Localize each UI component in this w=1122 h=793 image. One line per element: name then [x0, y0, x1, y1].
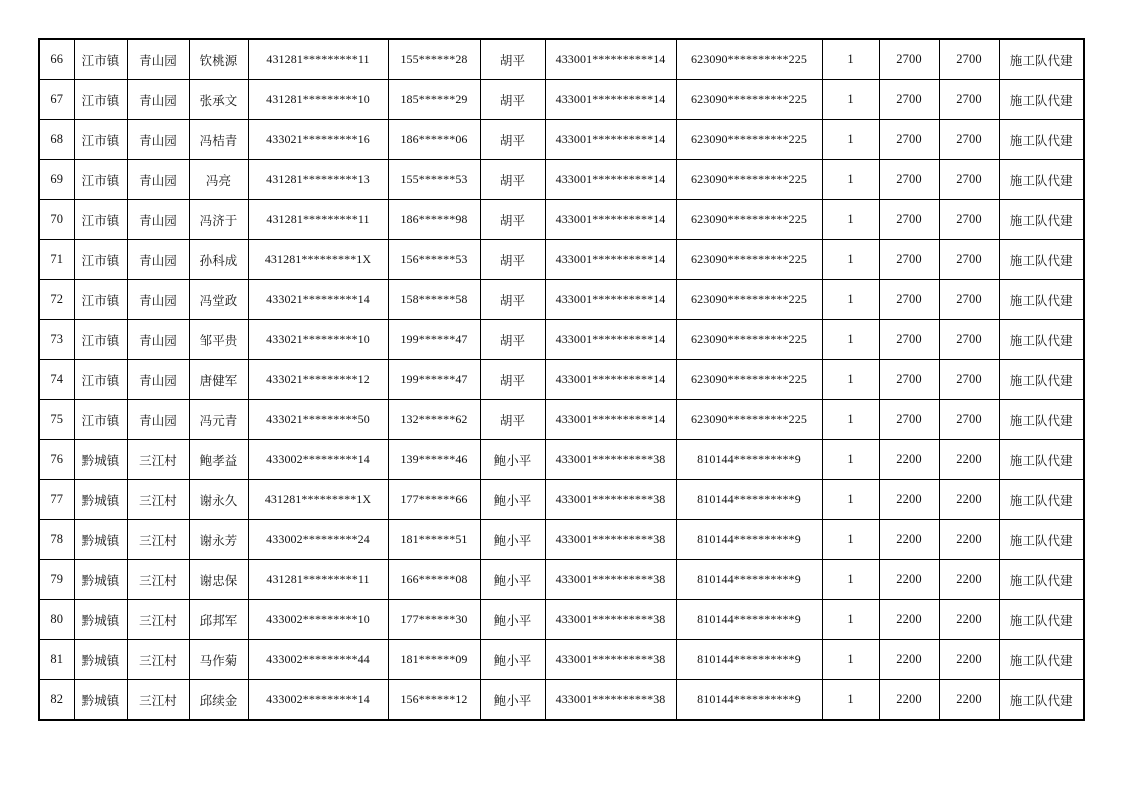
- id-number-cell: 433002*********24: [248, 520, 388, 560]
- bank-account-cell: 623090**********225: [676, 80, 822, 120]
- remark-cell: 施工队代建: [999, 280, 1084, 320]
- unit-price-cell: 2700: [879, 280, 939, 320]
- phone-cell: 177******66: [388, 480, 480, 520]
- row-number-cell: 68: [39, 120, 74, 160]
- row-number-cell: 78: [39, 520, 74, 560]
- id-number-cell: 433021*********16: [248, 120, 388, 160]
- village-cell: 青山园: [127, 160, 189, 200]
- row-number-cell: 67: [39, 80, 74, 120]
- row-number-cell: 70: [39, 200, 74, 240]
- unit-price-cell: 2200: [879, 640, 939, 680]
- bank-account-cell: 810144**********9: [676, 560, 822, 600]
- bank-account-cell: 623090**********225: [676, 400, 822, 440]
- row-number-cell: 79: [39, 560, 74, 600]
- contact-name-cell: 胡平: [480, 200, 545, 240]
- table-row: [39, 560, 1084, 600]
- table-row: [39, 320, 1084, 360]
- table-row: [39, 160, 1084, 200]
- row-number-cell: 71: [39, 240, 74, 280]
- phone-cell: 166******08: [388, 560, 480, 600]
- table-row: [39, 280, 1084, 320]
- contact-id-cell: 433001**********14: [545, 320, 676, 360]
- amount-cell: 2700: [939, 80, 999, 120]
- remark-cell: 施工队代建: [999, 80, 1084, 120]
- contact-id-cell: 433001**********38: [545, 640, 676, 680]
- name-cell: 邱邦军: [189, 600, 248, 640]
- remark-cell: 施工队代建: [999, 240, 1084, 280]
- contact-id-cell: 433001**********14: [545, 360, 676, 400]
- contact-id-cell: 433001**********38: [545, 440, 676, 480]
- quantity-cell: 1: [822, 680, 879, 721]
- contact-name-cell: 胡平: [480, 39, 545, 80]
- row-number-cell: 76: [39, 440, 74, 480]
- remark-cell: 施工队代建: [999, 39, 1084, 80]
- table-row: [39, 680, 1084, 721]
- remark-cell: 施工队代建: [999, 120, 1084, 160]
- village-cell: 三江村: [127, 680, 189, 721]
- phone-cell: 181******09: [388, 640, 480, 680]
- unit-price-cell: 2200: [879, 560, 939, 600]
- village-cell: 青山园: [127, 120, 189, 160]
- row-number-cell: 77: [39, 480, 74, 520]
- unit-price-cell: 2200: [879, 480, 939, 520]
- name-cell: 谢忠保: [189, 560, 248, 600]
- phone-cell: 139******46: [388, 440, 480, 480]
- village-cell: 三江村: [127, 520, 189, 560]
- name-cell: 马作菊: [189, 640, 248, 680]
- id-number-cell: 433021*********14: [248, 280, 388, 320]
- unit-price-cell: 2700: [879, 120, 939, 160]
- quantity-cell: 1: [822, 240, 879, 280]
- name-cell: 冯亮: [189, 160, 248, 200]
- quantity-cell: 1: [822, 440, 879, 480]
- table-row: [39, 480, 1084, 520]
- town-cell: 黔城镇: [74, 440, 127, 480]
- phone-cell: 186******06: [388, 120, 480, 160]
- remark-cell: 施工队代建: [999, 640, 1084, 680]
- amount-cell: 2200: [939, 680, 999, 721]
- village-cell: 青山园: [127, 280, 189, 320]
- bank-account-cell: 810144**********9: [676, 480, 822, 520]
- village-cell: 三江村: [127, 440, 189, 480]
- contact-id-cell: 433001**********14: [545, 280, 676, 320]
- phone-cell: 156******12: [388, 680, 480, 721]
- contact-name-cell: 胡平: [480, 280, 545, 320]
- town-cell: 江市镇: [74, 160, 127, 200]
- town-cell: 黔城镇: [74, 520, 127, 560]
- contact-id-cell: 433001**********14: [545, 400, 676, 440]
- name-cell: 钦桃源: [189, 39, 248, 80]
- id-number-cell: 433002*********10: [248, 600, 388, 640]
- village-cell: 青山园: [127, 400, 189, 440]
- table-row: [39, 600, 1084, 640]
- town-cell: 黔城镇: [74, 480, 127, 520]
- quantity-cell: 1: [822, 320, 879, 360]
- phone-cell: 158******58: [388, 280, 480, 320]
- name-cell: 邱续金: [189, 680, 248, 721]
- unit-price-cell: 2700: [879, 240, 939, 280]
- id-number-cell: 431281*********1X: [248, 480, 388, 520]
- phone-cell: 132******62: [388, 400, 480, 440]
- bank-account-cell: 623090**********225: [676, 360, 822, 400]
- amount-cell: 2700: [939, 120, 999, 160]
- amount-cell: 2700: [939, 400, 999, 440]
- id-number-cell: 433002*********14: [248, 440, 388, 480]
- town-cell: 江市镇: [74, 400, 127, 440]
- village-cell: 三江村: [127, 560, 189, 600]
- remark-cell: 施工队代建: [999, 360, 1084, 400]
- contact-id-cell: 433001**********38: [545, 520, 676, 560]
- table-row: [39, 200, 1084, 240]
- row-number-cell: 72: [39, 280, 74, 320]
- amount-cell: 2700: [939, 240, 999, 280]
- amount-cell: 2200: [939, 640, 999, 680]
- phone-cell: 155******53: [388, 160, 480, 200]
- amount-cell: 2200: [939, 480, 999, 520]
- unit-price-cell: 2200: [879, 520, 939, 560]
- amount-cell: 2200: [939, 520, 999, 560]
- bank-account-cell: 810144**********9: [676, 520, 822, 560]
- contact-name-cell: 鲍小平: [480, 520, 545, 560]
- contact-id-cell: 433001**********14: [545, 240, 676, 280]
- row-number-cell: 80: [39, 600, 74, 640]
- town-cell: 江市镇: [74, 240, 127, 280]
- village-cell: 三江村: [127, 640, 189, 680]
- id-number-cell: 433021*********12: [248, 360, 388, 400]
- quantity-cell: 1: [822, 80, 879, 120]
- contact-name-cell: 胡平: [480, 80, 545, 120]
- contact-name-cell: 胡平: [480, 400, 545, 440]
- amount-cell: 2700: [939, 280, 999, 320]
- remark-cell: 施工队代建: [999, 680, 1084, 721]
- name-cell: 谢永芳: [189, 520, 248, 560]
- remark-cell: 施工队代建: [999, 560, 1084, 600]
- row-number-cell: 75: [39, 400, 74, 440]
- unit-price-cell: 2700: [879, 80, 939, 120]
- amount-cell: 2700: [939, 39, 999, 80]
- unit-price-cell: 2700: [879, 200, 939, 240]
- bank-account-cell: 810144**********9: [676, 680, 822, 721]
- village-cell: 青山园: [127, 39, 189, 80]
- unit-price-cell: 2700: [879, 400, 939, 440]
- contact-name-cell: 鲍小平: [480, 440, 545, 480]
- contact-name-cell: 鲍小平: [480, 640, 545, 680]
- table-row: [39, 400, 1084, 440]
- phone-cell: 185******29: [388, 80, 480, 120]
- town-cell: 江市镇: [74, 80, 127, 120]
- id-number-cell: 431281*********11: [248, 39, 388, 80]
- village-cell: 三江村: [127, 600, 189, 640]
- amount-cell: 2700: [939, 360, 999, 400]
- name-cell: 鲍孝益: [189, 440, 248, 480]
- contact-name-cell: 鲍小平: [480, 600, 545, 640]
- contact-id-cell: 433001**********38: [545, 560, 676, 600]
- contact-name-cell: 胡平: [480, 240, 545, 280]
- contact-name-cell: 鲍小平: [480, 560, 545, 600]
- contact-id-cell: 433001**********14: [545, 80, 676, 120]
- name-cell: 邹平贵: [189, 320, 248, 360]
- table-row: [39, 360, 1084, 400]
- id-number-cell: 431281*********11: [248, 560, 388, 600]
- town-cell: 黔城镇: [74, 560, 127, 600]
- unit-price-cell: 2700: [879, 39, 939, 80]
- beneficiary-table: [38, 38, 1085, 721]
- unit-price-cell: 2200: [879, 680, 939, 721]
- quantity-cell: 1: [822, 600, 879, 640]
- name-cell: 唐健军: [189, 360, 248, 400]
- table-row: [39, 520, 1084, 560]
- town-cell: 黔城镇: [74, 640, 127, 680]
- contact-name-cell: 胡平: [480, 360, 545, 400]
- row-number-cell: 81: [39, 640, 74, 680]
- row-number-cell: 82: [39, 680, 74, 721]
- name-cell: 孙科成: [189, 240, 248, 280]
- name-cell: 谢永久: [189, 480, 248, 520]
- quantity-cell: 1: [822, 160, 879, 200]
- quantity-cell: 1: [822, 520, 879, 560]
- contact-name-cell: 胡平: [480, 320, 545, 360]
- bank-account-cell: 623090**********225: [676, 240, 822, 280]
- name-cell: 冯堂政: [189, 280, 248, 320]
- phone-cell: 199******47: [388, 320, 480, 360]
- table-row: [39, 440, 1084, 480]
- bank-account-cell: 623090**********225: [676, 39, 822, 80]
- phone-cell: 199******47: [388, 360, 480, 400]
- remark-cell: 施工队代建: [999, 440, 1084, 480]
- village-cell: 青山园: [127, 320, 189, 360]
- contact-name-cell: 鲍小平: [480, 680, 545, 721]
- contact-id-cell: 433001**********38: [545, 600, 676, 640]
- name-cell: 冯桔青: [189, 120, 248, 160]
- quantity-cell: 1: [822, 480, 879, 520]
- id-number-cell: 431281*********1X: [248, 240, 388, 280]
- id-number-cell: 431281*********11: [248, 200, 388, 240]
- bank-account-cell: 810144**********9: [676, 600, 822, 640]
- town-cell: 江市镇: [74, 200, 127, 240]
- contact-id-cell: 433001**********38: [545, 480, 676, 520]
- name-cell: 冯济于: [189, 200, 248, 240]
- table-body: [39, 39, 1084, 720]
- quantity-cell: 1: [822, 120, 879, 160]
- amount-cell: 2200: [939, 560, 999, 600]
- unit-price-cell: 2700: [879, 320, 939, 360]
- quantity-cell: 1: [822, 200, 879, 240]
- bank-account-cell: 623090**********225: [676, 280, 822, 320]
- contact-id-cell: 433001**********14: [545, 39, 676, 80]
- remark-cell: 施工队代建: [999, 160, 1084, 200]
- bank-account-cell: 623090**********225: [676, 320, 822, 360]
- amount-cell: 2700: [939, 160, 999, 200]
- contact-name-cell: 胡平: [480, 120, 545, 160]
- row-number-cell: 73: [39, 320, 74, 360]
- remark-cell: 施工队代建: [999, 400, 1084, 440]
- amount-cell: 2200: [939, 600, 999, 640]
- remark-cell: 施工队代建: [999, 320, 1084, 360]
- town-cell: 黔城镇: [74, 600, 127, 640]
- contact-id-cell: 433001**********38: [545, 680, 676, 721]
- phone-cell: 181******51: [388, 520, 480, 560]
- quantity-cell: 1: [822, 360, 879, 400]
- bank-account-cell: 810144**********9: [676, 640, 822, 680]
- remark-cell: 施工队代建: [999, 520, 1084, 560]
- quantity-cell: 1: [822, 560, 879, 600]
- contact-id-cell: 433001**********14: [545, 200, 676, 240]
- id-number-cell: 431281*********10: [248, 80, 388, 120]
- town-cell: 江市镇: [74, 120, 127, 160]
- id-number-cell: 433002*********14: [248, 680, 388, 721]
- contact-name-cell: 胡平: [480, 160, 545, 200]
- remark-cell: 施工队代建: [999, 480, 1084, 520]
- amount-cell: 2700: [939, 320, 999, 360]
- town-cell: 江市镇: [74, 320, 127, 360]
- amount-cell: 2700: [939, 200, 999, 240]
- village-cell: 青山园: [127, 360, 189, 400]
- contact-name-cell: 鲍小平: [480, 480, 545, 520]
- unit-price-cell: 2200: [879, 600, 939, 640]
- village-cell: 青山园: [127, 240, 189, 280]
- remark-cell: 施工队代建: [999, 600, 1084, 640]
- amount-cell: 2200: [939, 440, 999, 480]
- id-number-cell: 433021*********50: [248, 400, 388, 440]
- table-row: [39, 640, 1084, 680]
- bank-account-cell: 623090**********225: [676, 160, 822, 200]
- row-number-cell: 69: [39, 160, 74, 200]
- row-number-cell: 66: [39, 39, 74, 80]
- remark-cell: 施工队代建: [999, 200, 1084, 240]
- town-cell: 江市镇: [74, 280, 127, 320]
- name-cell: 张承文: [189, 80, 248, 120]
- quantity-cell: 1: [822, 280, 879, 320]
- contact-id-cell: 433001**********14: [545, 120, 676, 160]
- quantity-cell: 1: [822, 640, 879, 680]
- id-number-cell: 431281*********13: [248, 160, 388, 200]
- id-number-cell: 433021*********10: [248, 320, 388, 360]
- phone-cell: 155******28: [388, 39, 480, 80]
- town-cell: 黔城镇: [74, 680, 127, 721]
- village-cell: 三江村: [127, 480, 189, 520]
- table-row: [39, 39, 1084, 80]
- document-page: [38, 38, 1083, 721]
- phone-cell: 177******30: [388, 600, 480, 640]
- row-number-cell: 74: [39, 360, 74, 400]
- table-row: [39, 120, 1084, 160]
- id-number-cell: 433002*********44: [248, 640, 388, 680]
- phone-cell: 156******53: [388, 240, 480, 280]
- contact-id-cell: 433001**********14: [545, 160, 676, 200]
- quantity-cell: 1: [822, 39, 879, 80]
- bank-account-cell: 810144**********9: [676, 440, 822, 480]
- phone-cell: 186******98: [388, 200, 480, 240]
- unit-price-cell: 2700: [879, 160, 939, 200]
- unit-price-cell: 2700: [879, 360, 939, 400]
- bank-account-cell: 623090**********225: [676, 200, 822, 240]
- town-cell: 江市镇: [74, 360, 127, 400]
- bank-account-cell: 623090**********225: [676, 120, 822, 160]
- village-cell: 青山园: [127, 200, 189, 240]
- town-cell: 江市镇: [74, 39, 127, 80]
- table-row: [39, 80, 1084, 120]
- unit-price-cell: 2200: [879, 440, 939, 480]
- quantity-cell: 1: [822, 400, 879, 440]
- village-cell: 青山园: [127, 80, 189, 120]
- name-cell: 冯元青: [189, 400, 248, 440]
- table-row: [39, 240, 1084, 280]
